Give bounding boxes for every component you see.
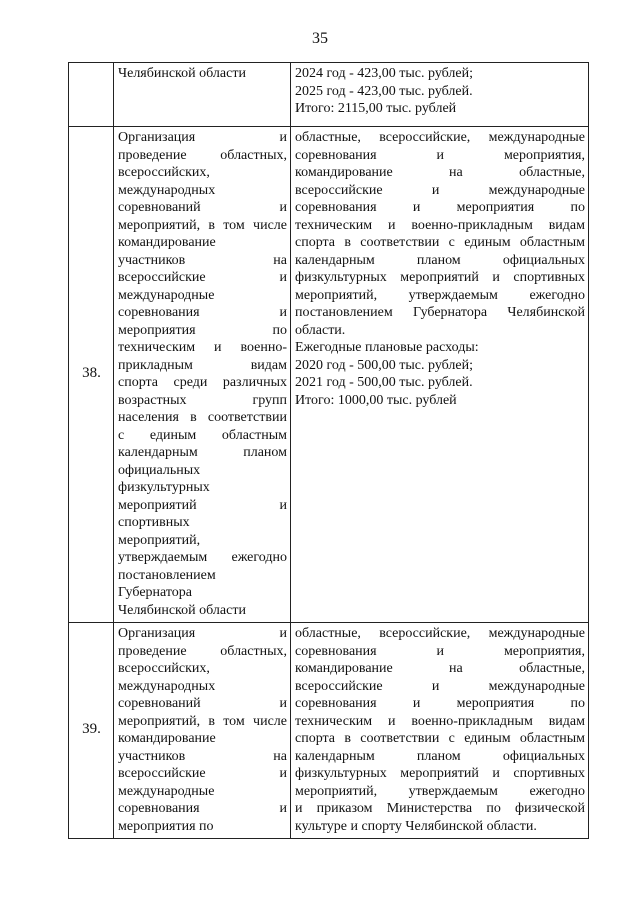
text-line: областные, всероссийские, международные — [295, 130, 585, 145]
table-row — [69, 63, 589, 127]
text-line: проведение областных, — [118, 147, 287, 163]
text-line: командирование — [118, 731, 216, 746]
text-line: командирование на областные, — [295, 165, 585, 180]
text-line: международные — [118, 287, 215, 303]
activity-name-cell — [114, 63, 291, 127]
page-number: 35 — [312, 30, 328, 47]
text-line: культуре и спорту Челябинской области. — [295, 818, 537, 834]
text-line: соревнований и — [118, 696, 287, 711]
text-line: и приказом Министерства по физической — [295, 801, 585, 816]
text-line: соревнования и мероприятия по — [295, 696, 585, 711]
text-line: 2021 год - 500,00 тыс. рублей. — [295, 375, 473, 390]
text-line: официальных — [118, 462, 201, 478]
text-line: спорта среди различных — [118, 375, 287, 390]
text-line: с единым областным — [118, 427, 287, 443]
text-line: утверждаемым ежегодно — [118, 550, 287, 565]
text-line: календарным планом официальных — [295, 252, 585, 268]
text-line: 2024 год - 423,00 тыс. рублей; — [295, 66, 474, 81]
text-line: всероссийские и — [118, 766, 287, 781]
text-line: соревнования и мероприятия, — [295, 147, 585, 163]
text-line: спорта в соответствии с единым областным — [295, 731, 585, 746]
activity-description-cell — [291, 127, 589, 623]
row-number-cell: 38. — [69, 127, 114, 623]
text-line: соревнования и — [118, 801, 287, 816]
text-line: всероссийских, — [118, 165, 210, 180]
text-line: проведение областных, — [118, 643, 287, 659]
text-line: техническим и военно- — [118, 340, 287, 355]
text-line: Ежегодные плановые расходы: — [295, 340, 479, 355]
text-line: 2020 год - 500,00 тыс. рублей; — [295, 357, 474, 373]
text-line: соревнования и мероприятия, — [295, 643, 585, 659]
text-line: мероприятий, утверждаемым ежегодно — [295, 783, 585, 799]
row-number-cell: 39. — [69, 623, 114, 839]
text-line: постановлением — [118, 567, 216, 583]
text-line: физкультурных — [118, 480, 210, 495]
text-line: командирование на областные, — [295, 661, 585, 676]
text-line: участников на — [118, 748, 287, 764]
text-line: области. — [295, 322, 346, 338]
text-line: Челябинской области — [118, 602, 246, 618]
row-number-cell — [69, 63, 114, 127]
text-line: календарным планом — [118, 445, 287, 460]
text-line: всероссийских, — [118, 661, 210, 676]
text-line: областные, всероссийские, международные — [295, 626, 585, 641]
text-line: Организация и — [118, 626, 287, 641]
text-line: физкультурных мероприятий и спортивных — [295, 766, 585, 781]
text-line: Челябинской области — [118, 66, 246, 81]
text-line: международных — [118, 678, 216, 694]
activity-description-cell — [291, 63, 589, 127]
text-line: Губернатора — [118, 585, 193, 600]
text-line: техническим и военно-прикладным видам — [295, 713, 585, 729]
text-line: мероприятий, — [118, 532, 201, 548]
activity-name-cell — [114, 623, 291, 839]
text-line: соревнований и — [118, 200, 287, 215]
text-line: участников на — [118, 252, 287, 268]
text-line: командирование — [118, 235, 216, 250]
text-line: мероприятий и — [118, 497, 287, 513]
text-line: постановлением Губернатора Челябинской — [295, 305, 585, 320]
activities-table — [68, 62, 589, 839]
text-line: возрастных групп — [118, 392, 287, 408]
text-line: мероприятия по — [118, 818, 214, 834]
text-line: всероссийские и — [118, 270, 287, 285]
text-line: Организация и — [118, 130, 287, 145]
text-line: всероссийские и международные — [295, 182, 585, 198]
text-line: соревнования и мероприятия по — [295, 200, 585, 215]
text-line: Итого: 2115,00 тыс. рублей — [295, 101, 457, 116]
activity-description-cell — [291, 623, 589, 839]
text-line: календарным планом официальных — [295, 748, 585, 764]
text-line: населения в соответствии — [118, 410, 287, 425]
table-row — [69, 127, 589, 623]
text-line: Итого: 1000,00 тыс. рублей — [295, 392, 457, 408]
text-line: 2025 год - 423,00 тыс. рублей. — [295, 83, 473, 99]
text-line: физкультурных мероприятий и спортивных — [295, 270, 585, 285]
text-line: мероприятий, в том числе — [118, 217, 287, 233]
text-line: спорта в соответствии с единым областным — [295, 235, 585, 250]
text-line: мероприятий, утверждаемым ежегодно — [295, 287, 585, 303]
text-line: техническим и военно-прикладным видам — [295, 217, 585, 233]
text-line: международных — [118, 182, 216, 198]
text-line: мероприятий, в том числе — [118, 713, 287, 729]
text-line: всероссийские и международные — [295, 678, 585, 694]
activity-name-cell — [114, 127, 291, 623]
text-line: мероприятия по — [118, 322, 287, 338]
text-line: соревнования и — [118, 305, 287, 320]
table-row — [69, 623, 589, 839]
text-line: международные — [118, 783, 215, 799]
table-body — [69, 63, 589, 839]
text-line: прикладным видам — [118, 357, 287, 373]
text-line: спортивных — [118, 515, 190, 530]
